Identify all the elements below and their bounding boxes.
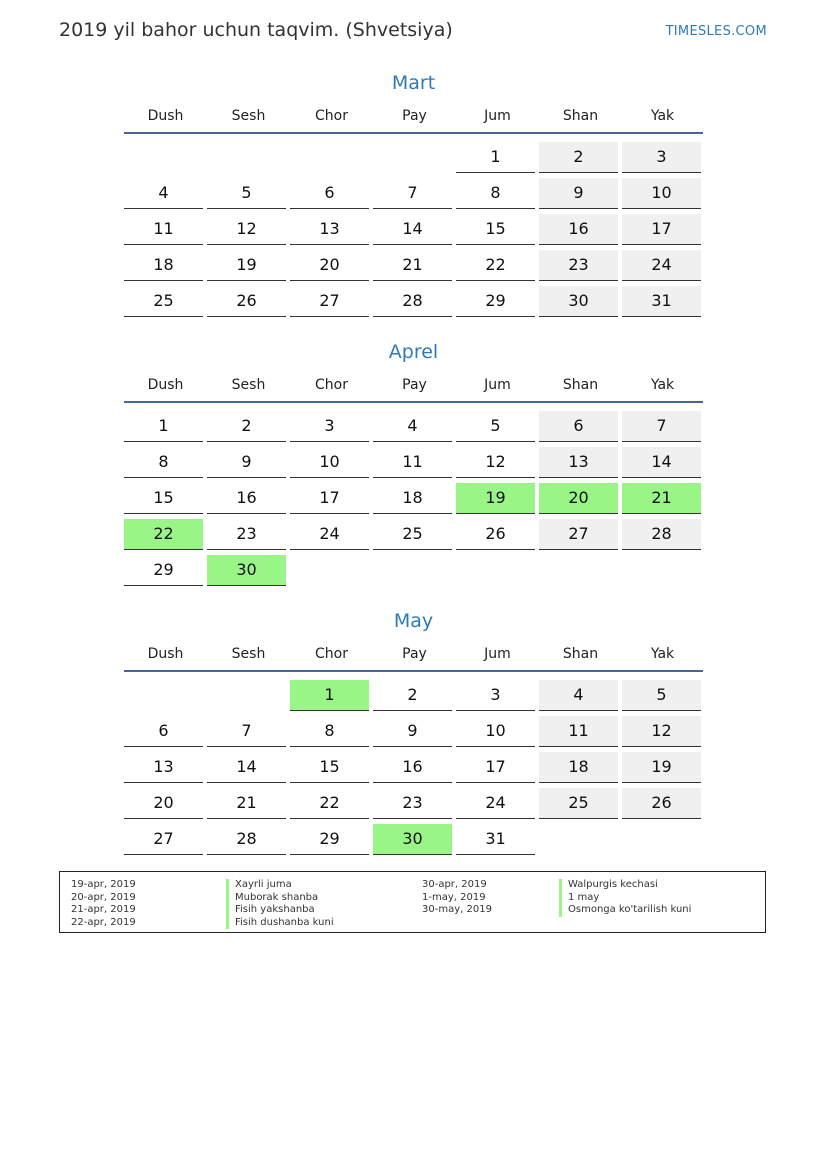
day-cell: 14 [373, 214, 452, 245]
empty-day-cell [207, 142, 286, 172]
day-cell: 15 [456, 214, 535, 245]
day-cell: 11 [539, 716, 618, 747]
day-cell: 1 [290, 680, 369, 711]
day-cell: 3 [456, 680, 535, 711]
week-row [124, 210, 703, 246]
site-link[interactable]: TIMESLES.COM [665, 24, 767, 39]
week-grid [124, 138, 703, 318]
holiday-legend [59, 871, 766, 933]
day-cell: 18 [124, 250, 203, 281]
day-cell: 12 [207, 214, 286, 245]
empty-day-cell [124, 142, 203, 172]
day-cell: 22 [456, 250, 535, 281]
weekday-label: Jum [484, 377, 511, 393]
day-cell: 28 [622, 519, 701, 550]
month-title: Mart [391, 72, 436, 94]
week-row [124, 820, 703, 856]
day-cell: 10 [290, 447, 369, 478]
day-cell: 3 [622, 142, 701, 173]
day-cell: 21 [622, 483, 701, 514]
day-cell: 18 [539, 752, 618, 783]
empty-day-cell [622, 824, 701, 854]
day-cell: 14 [207, 752, 286, 783]
day-cell: 26 [456, 519, 535, 550]
day-cell: 19 [207, 250, 286, 281]
day-cell: 6 [124, 716, 203, 747]
day-cell: 17 [456, 752, 535, 783]
day-cell: 19 [622, 752, 701, 783]
day-cell: 26 [622, 788, 701, 819]
day-cell: 31 [456, 824, 535, 855]
weekday-label: Chor [315, 646, 348, 662]
day-cell: 12 [622, 716, 701, 747]
week-row [124, 479, 703, 515]
day-cell: 24 [622, 250, 701, 281]
holiday-name: Fisih yakshanba [226, 904, 334, 917]
weekday-label: Dush [147, 108, 184, 124]
weekday-label: Shan [562, 108, 599, 124]
holiday-name: Muborak shanba [226, 892, 334, 905]
day-cell: 14 [622, 447, 701, 478]
weekday-header [124, 106, 703, 134]
legend-left-dates [71, 879, 136, 929]
day-cell: 16 [373, 752, 452, 783]
holiday-name: Fisih dushanba kuni [226, 917, 334, 930]
day-cell: 11 [373, 447, 452, 478]
day-cell: 16 [207, 483, 286, 514]
holiday-name: Walpurgis kechasi [559, 879, 691, 892]
holiday-date: 20-apr, 2019 [71, 891, 136, 903]
day-cell: 28 [373, 286, 452, 317]
day-cell: 16 [539, 214, 618, 245]
week-grid [124, 676, 703, 856]
day-cell: 9 [373, 716, 452, 747]
day-cell: 28 [207, 824, 286, 855]
day-cell: 29 [124, 555, 203, 586]
day-cell: 13 [124, 752, 203, 783]
empty-day-cell [124, 680, 203, 710]
month-april [124, 339, 703, 587]
day-cell: 2 [207, 411, 286, 442]
holiday-name: 1 may [559, 892, 691, 905]
day-cell: 23 [207, 519, 286, 550]
holiday-date: 30-apr, 2019 [422, 879, 487, 890]
day-cell: 21 [373, 250, 452, 281]
weekday-label: Yak [650, 377, 675, 393]
weekday-label: Shan [562, 646, 599, 662]
week-row [124, 282, 703, 318]
legend-right-names [559, 879, 691, 917]
week-row [124, 174, 703, 210]
empty-day-cell [539, 555, 618, 585]
day-cell: 18 [373, 483, 452, 514]
weekday-label: Sesh [231, 377, 266, 393]
week-row [124, 712, 703, 748]
day-cell: 6 [290, 178, 369, 209]
weekday-label: Shan [562, 377, 599, 393]
day-cell: 25 [373, 519, 452, 550]
empty-day-cell [456, 555, 535, 585]
day-cell: 7 [622, 411, 701, 442]
day-cell: 1 [124, 411, 203, 442]
month-march [124, 70, 703, 318]
empty-day-cell [622, 555, 701, 585]
weekday-label: Jum [484, 646, 511, 662]
holiday-date: 19-apr, 2019 [71, 879, 136, 890]
day-cell: 17 [290, 483, 369, 514]
week-row [124, 748, 703, 784]
day-cell: 11 [124, 214, 203, 245]
week-row [124, 443, 703, 479]
week-row [124, 246, 703, 282]
empty-day-cell [373, 142, 452, 172]
day-cell: 12 [456, 447, 535, 478]
day-cell: 24 [290, 519, 369, 550]
day-cell: 13 [539, 447, 618, 478]
legend-left-names [226, 879, 334, 929]
day-cell: 30 [539, 286, 618, 317]
weekday-label: Jum [484, 108, 511, 124]
day-cell: 5 [207, 178, 286, 209]
day-cell: 10 [456, 716, 535, 747]
day-cell: 22 [290, 788, 369, 819]
weekday-label: Chor [315, 377, 348, 393]
day-cell: 21 [207, 788, 286, 819]
day-cell: 8 [124, 447, 203, 478]
day-cell: 7 [207, 716, 286, 747]
day-cell: 27 [124, 824, 203, 855]
legend-right-dates [422, 879, 492, 917]
weekday-label: Yak [650, 646, 675, 662]
week-row [124, 784, 703, 820]
weekday-label: Pay [402, 377, 427, 393]
day-cell: 30 [207, 555, 286, 586]
week-row [124, 551, 703, 587]
holiday-date: 1-may, 2019 [422, 891, 486, 903]
day-cell: 27 [290, 286, 369, 317]
day-cell: 9 [539, 178, 618, 209]
weekday-header [124, 644, 703, 672]
empty-day-cell [207, 680, 286, 710]
empty-day-cell [290, 142, 369, 172]
weekday-label: Yak [650, 108, 675, 124]
day-cell: 7 [373, 178, 452, 209]
day-cell: 5 [622, 680, 701, 711]
week-grid [124, 407, 703, 587]
weekday-label: Sesh [231, 646, 266, 662]
day-cell: 29 [456, 286, 535, 317]
day-cell: 9 [207, 447, 286, 478]
day-cell: 1 [456, 142, 535, 173]
month-title: May [393, 610, 434, 632]
day-cell: 20 [290, 250, 369, 281]
weekday-label: Dush [147, 646, 184, 662]
day-cell: 24 [456, 788, 535, 819]
holiday-name: Osmonga ko'tarilish kuni [559, 904, 691, 917]
holiday-date: 21-apr, 2019 [71, 904, 136, 915]
day-cell: 27 [539, 519, 618, 550]
day-cell: 23 [539, 250, 618, 281]
day-cell: 2 [373, 680, 452, 711]
week-row [124, 138, 703, 174]
empty-day-cell [539, 824, 618, 854]
day-cell: 13 [290, 214, 369, 245]
day-cell: 22 [124, 519, 203, 550]
week-row [124, 407, 703, 443]
day-cell: 5 [456, 411, 535, 442]
page-title: 2019 yil bahor uchun taqvim. (Shvetsiya) [59, 19, 453, 41]
day-cell: 3 [290, 411, 369, 442]
day-cell: 29 [290, 824, 369, 855]
month-title: Aprel [388, 341, 439, 363]
month-may [124, 608, 703, 856]
empty-day-cell [290, 555, 369, 585]
weekday-label: Dush [147, 377, 184, 393]
holiday-date: 22-apr, 2019 [71, 916, 136, 928]
day-cell: 6 [539, 411, 618, 442]
day-cell: 10 [622, 178, 701, 209]
holiday-name: Xayrli juma [226, 879, 334, 892]
day-cell: 4 [539, 680, 618, 711]
day-cell: 31 [622, 286, 701, 317]
weekday-label: Pay [402, 108, 427, 124]
weekday-label: Sesh [231, 108, 266, 124]
day-cell: 20 [124, 788, 203, 819]
day-cell: 20 [539, 483, 618, 514]
day-cell: 4 [373, 411, 452, 442]
holiday-date: 30-may, 2019 [422, 904, 492, 915]
day-cell: 30 [373, 824, 452, 855]
day-cell: 8 [456, 178, 535, 209]
day-cell: 8 [290, 716, 369, 747]
weekday-label: Chor [315, 108, 348, 124]
day-cell: 26 [207, 286, 286, 317]
empty-day-cell [373, 555, 452, 585]
weekday-header [124, 375, 703, 403]
week-row [124, 676, 703, 712]
day-cell: 15 [124, 483, 203, 514]
day-cell: 15 [290, 752, 369, 783]
day-cell: 19 [456, 483, 535, 514]
day-cell: 2 [539, 142, 618, 173]
day-cell: 4 [124, 178, 203, 209]
weekday-label: Pay [402, 646, 427, 662]
week-row [124, 515, 703, 551]
day-cell: 23 [373, 788, 452, 819]
day-cell: 17 [622, 214, 701, 245]
day-cell: 25 [124, 286, 203, 317]
day-cell: 25 [539, 788, 618, 819]
